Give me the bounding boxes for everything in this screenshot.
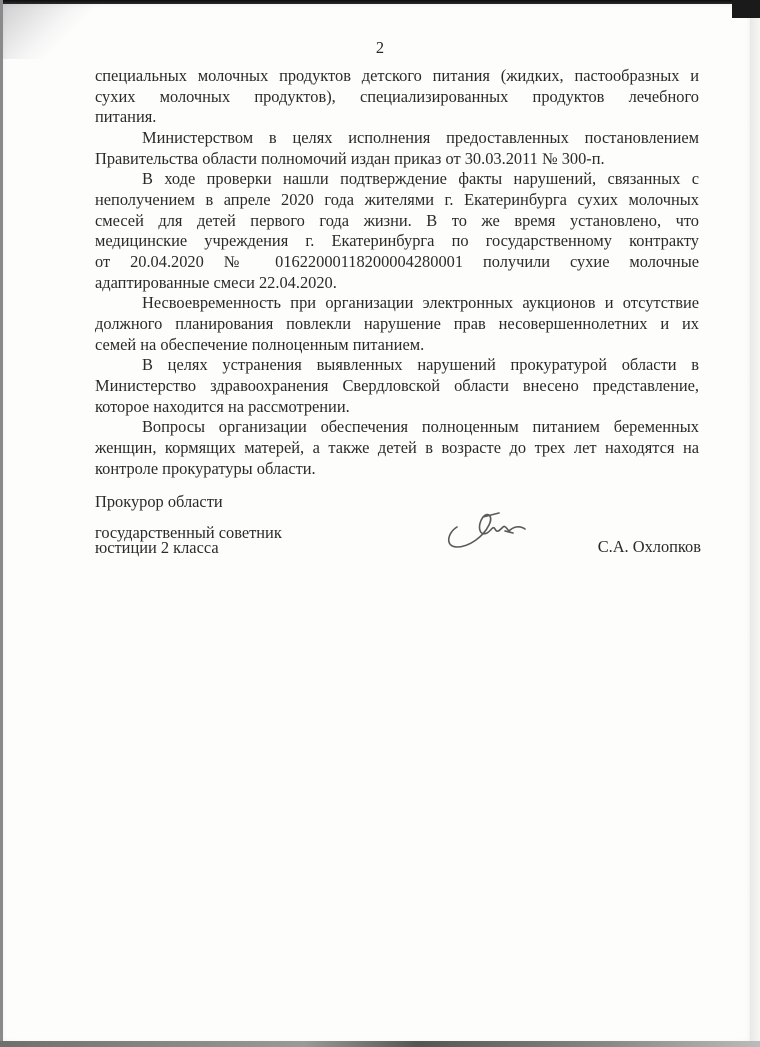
text-line: Министерством в целях исполнения предоставленных постановлением xyxy=(142,128,699,147)
text-line: неполучением в апреле 2020 года жителями г. Екатеринбурга сухих молочных xyxy=(95,190,699,209)
scan-bottom-edge xyxy=(0,1041,760,1047)
page-number: 2 xyxy=(375,38,385,57)
signer-rank-line-2: юстиции 2 класса xyxy=(95,538,219,557)
text-line: смесей для детей первого года жизни. В то же время установлено, что xyxy=(95,211,699,230)
text-line: В ходе проверки нашли подтверждение факты нарушений, связанных с xyxy=(142,169,699,188)
text-line: В целях устранения выявленных нарушений прокуратурой области в xyxy=(142,355,699,374)
scan-right-edge xyxy=(750,0,760,1047)
signer-rank-line-1: государственный советник xyxy=(95,523,282,542)
scan-right-corner xyxy=(732,0,760,18)
text-line: Несвоевременность при организации электронных аукционов и отсутствие xyxy=(142,293,699,312)
text-line: питания. xyxy=(95,107,157,126)
text-line: медицинские учреждения г. Екатеринбурга по государственному контракту xyxy=(95,231,699,250)
text-line: специальных молочных продуктов детского питания (жидких, пастообразных и xyxy=(95,66,699,85)
signer-position-title: Прокурор области xyxy=(95,492,223,511)
text-line: сухих молочных продуктов), специализированных продуктов лечебного xyxy=(95,87,699,106)
text-line: Вопросы организации обеспечения полноценным питанием беременных xyxy=(142,417,699,436)
signer-name: С.А. Охлопков xyxy=(597,537,701,556)
text-line: должного планирования повлекли нарушение прав несовершеннолетних и их xyxy=(95,314,699,333)
text-line: которое находится на рассмотрении. xyxy=(95,397,350,416)
text-line: женщин, кормящих матерей, а также детей в возрасте до трех лет находятся на xyxy=(95,438,699,457)
text-line: Правительства области полномочий издан приказ от 30.03.2011 № 300-п. xyxy=(95,149,605,168)
text-line: от 20.04.2020 № 0162200011820000428000​1 получили сухие молочные xyxy=(95,252,699,271)
text-line: адаптированные смеси 22.04.2020. xyxy=(95,273,337,292)
text-line: семей на обеспечение полноценным питанием. xyxy=(95,335,425,354)
text-line: контроле прокуратуры области. xyxy=(95,459,316,478)
scan-left-edge xyxy=(0,0,3,1047)
handwritten-signature xyxy=(443,503,543,551)
text-line: Министерство здравоохранения Свердловской области внесено представление, xyxy=(95,376,699,395)
